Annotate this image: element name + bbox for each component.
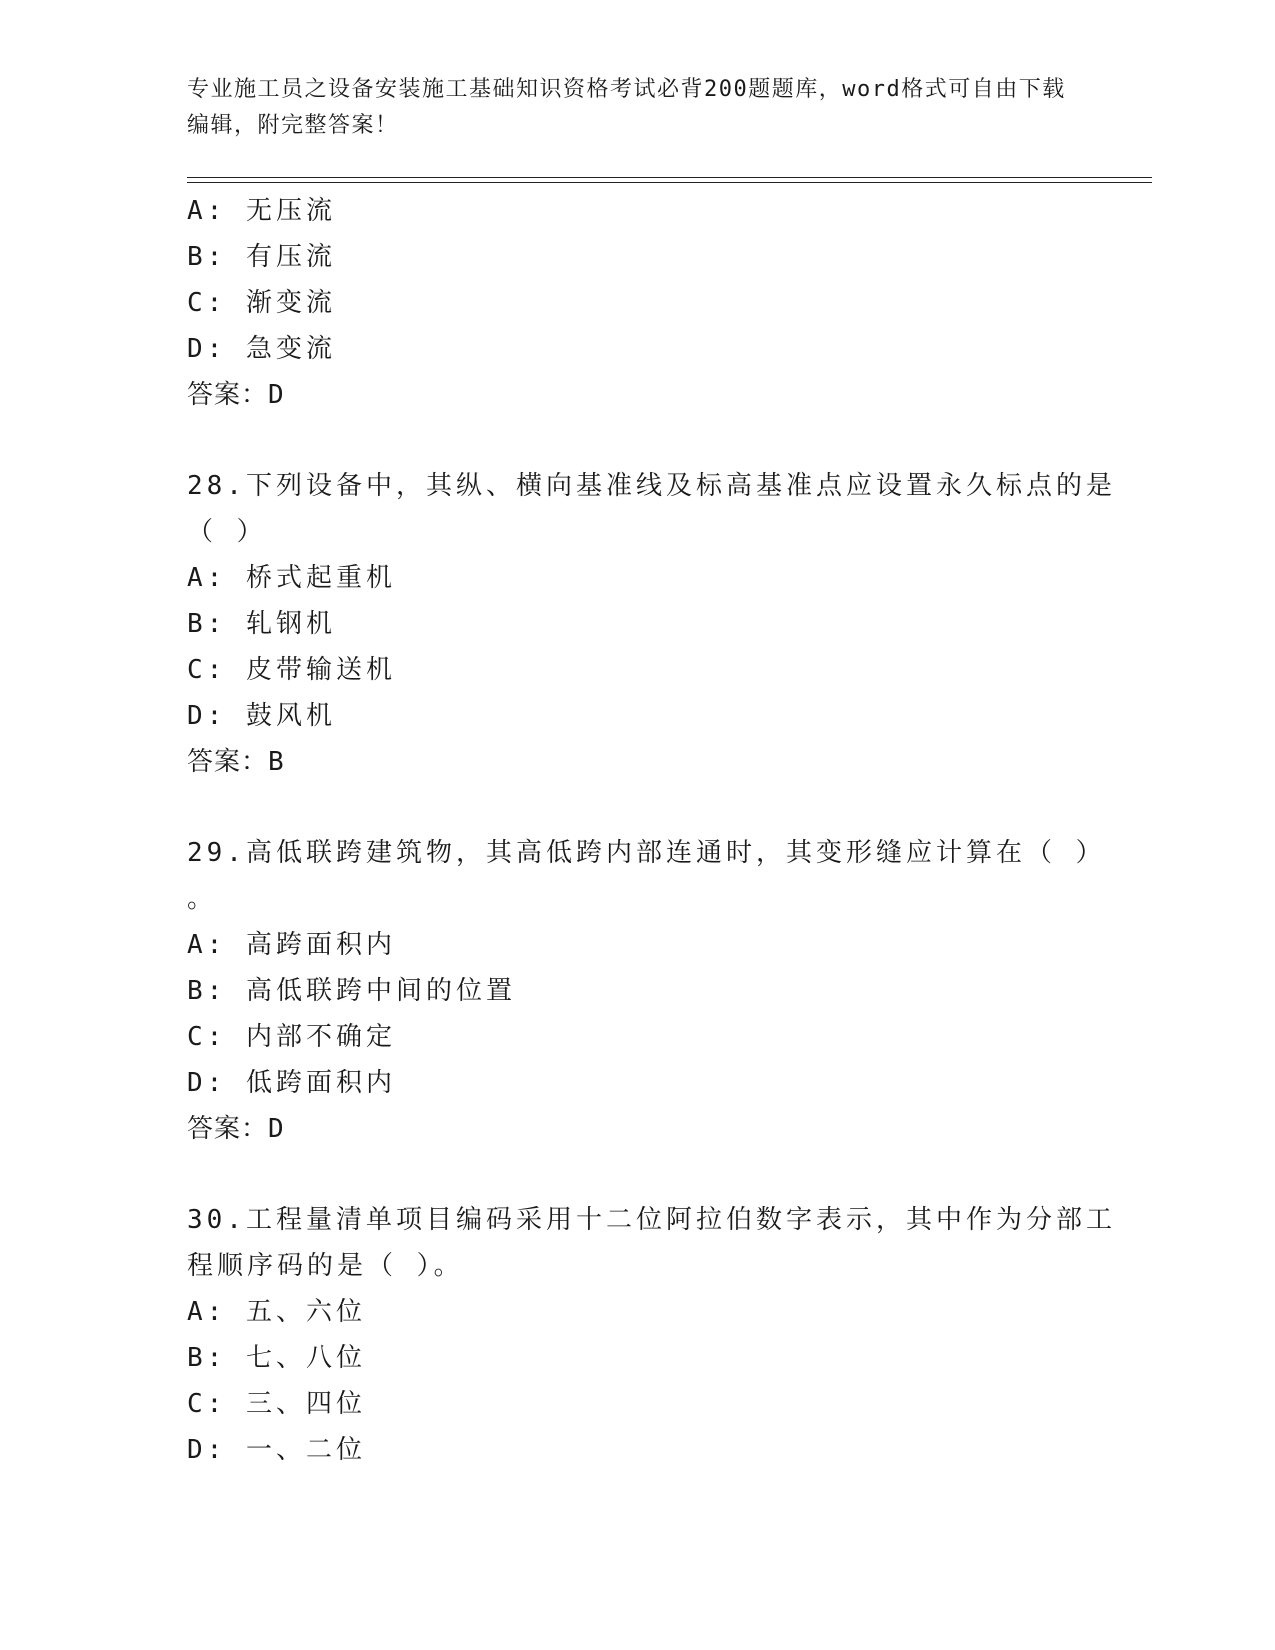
option-a: A: 无压流: [187, 196, 336, 226]
question-28: [187, 463, 1116, 785]
option-b: B: 高低联跨中间的位置: [187, 976, 516, 1006]
answer: 答案：B: [187, 747, 285, 777]
question-list: [187, 188, 1116, 1473]
document-header: 专业施工员之设备安装施工基础知识资格考试必背200题题库，word格式可自由下载编辑，附完整答案！: [187, 77, 1066, 138]
question-text-continued: （ ）: [187, 517, 267, 547]
question-text: 30.工程量清单项目编码采用十二位阿拉伯数字表示，其中作为分部工: [187, 1205, 1116, 1235]
header-divider-top: [187, 177, 1152, 178]
option-b: B: 有压流: [187, 242, 336, 272]
answer: 答案：D: [187, 1114, 285, 1144]
option-a: A: 高跨面积内: [187, 930, 396, 960]
option-b: B: 轧钢机: [187, 609, 336, 639]
option-a: A: 桥式起重机: [187, 563, 396, 593]
answer: 答案：D: [187, 380, 285, 410]
header-divider-bottom: [187, 182, 1152, 183]
option-c: C: 渐变流: [187, 288, 336, 318]
question-text: 28.下列设备中，其纵、横向基准线及标高基准点应设置永久标点的是: [187, 471, 1116, 501]
option-c: C: 内部不确定: [187, 1022, 396, 1052]
spacer: [187, 785, 1087, 830]
option-c: C: 皮带输送机: [187, 655, 396, 685]
question-29: [187, 830, 1106, 1152]
option-d: D: 鼓风机: [187, 701, 336, 731]
question-27: [187, 188, 1087, 418]
option-d: D: 一、二位: [187, 1435, 366, 1465]
option-c: C: 三、四位: [187, 1389, 366, 1419]
option-b: B: 七、八位: [187, 1343, 366, 1373]
spacer: [187, 1152, 1087, 1197]
spacer: [187, 418, 1087, 463]
option-d: D: 急变流: [187, 334, 336, 364]
option-d: D: 低跨面积内: [187, 1068, 396, 1098]
option-a: A: 五、六位: [187, 1297, 366, 1327]
question-30: [187, 1197, 1116, 1473]
question-text: 29.高低联跨建筑物，其高低跨内部连通时，其变形缝应计算在（ ）: [187, 838, 1106, 868]
question-text-continued: 程顺序码的是（ ）。: [187, 1251, 464, 1281]
question-text-continued: 。: [187, 884, 218, 914]
